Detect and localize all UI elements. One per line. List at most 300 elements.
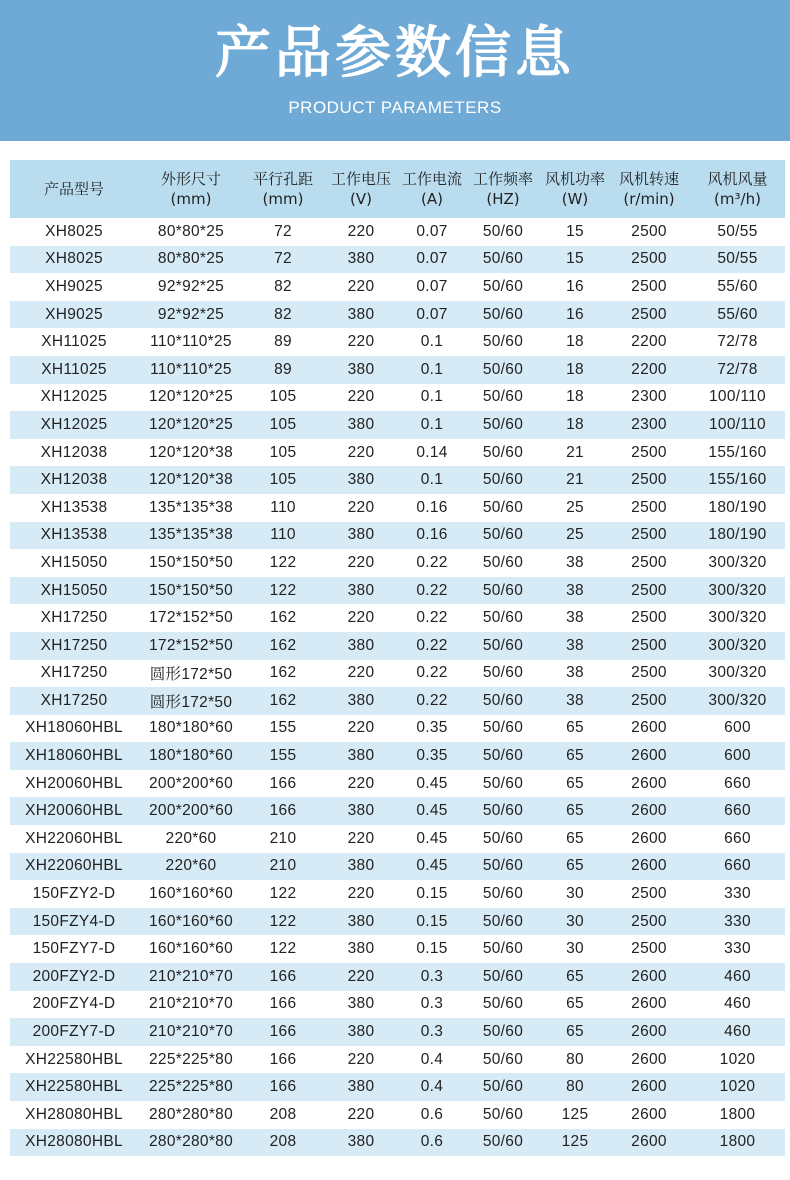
table-cell: 65 xyxy=(566,747,584,765)
table-cell: 50/60 xyxy=(482,1050,524,1068)
table-cell: 50/60 xyxy=(482,691,524,709)
table-cell: 0.22 xyxy=(416,553,448,571)
table-cell: 220 xyxy=(347,829,375,847)
table-cell: XH22580HBL xyxy=(25,1050,123,1068)
table-cell: 150FZY7-D xyxy=(32,940,116,958)
table-cell: 0.07 xyxy=(416,250,448,268)
page-title: 产品参数信息 xyxy=(215,21,575,86)
table-cell: 220 xyxy=(347,553,375,571)
table-cell: 220 xyxy=(347,967,375,985)
table-cell: 600 xyxy=(724,747,751,765)
table-cell: 380 xyxy=(347,995,375,1013)
table-cell: 2600 xyxy=(631,967,667,985)
table-cell: 166 xyxy=(269,774,297,792)
table-cell: XH17250 xyxy=(40,691,108,709)
table-cell: 82 xyxy=(274,305,292,323)
table-cell: 0.6 xyxy=(420,1133,444,1151)
table-cell: 65 xyxy=(566,802,584,820)
table-cell: 150*150*50 xyxy=(148,581,234,599)
table-cell: 2600 xyxy=(631,1105,667,1123)
table-cell: 1020 xyxy=(719,1050,756,1068)
table-cell: 180*180*60 xyxy=(148,747,234,765)
table-cell: XH9025 xyxy=(45,277,103,295)
column-header-name: 风机功率 xyxy=(544,170,605,188)
table-cell: 80 xyxy=(566,1078,584,1096)
table-cell: 2500 xyxy=(631,912,667,930)
table-row xyxy=(10,301,785,329)
table-cell: XH8025 xyxy=(45,222,103,240)
table-cell: 166 xyxy=(269,1050,297,1068)
table-cell: 2600 xyxy=(631,1023,667,1041)
table-cell: 660 xyxy=(724,774,751,792)
table-cell: 1800 xyxy=(719,1133,756,1151)
table-cell: 2500 xyxy=(631,636,667,654)
table-cell: 0.4 xyxy=(420,1050,444,1068)
table-cell: 200FZY2-D xyxy=(32,967,116,985)
table-cell: 160*160*60 xyxy=(148,940,234,958)
column-header-unit: (mm) xyxy=(170,190,212,208)
table-cell: 18 xyxy=(566,388,584,406)
table-row xyxy=(10,1101,785,1129)
table-cell: 160*160*60 xyxy=(148,912,234,930)
table-cell: 2600 xyxy=(631,1133,667,1151)
column-header xyxy=(138,160,244,218)
table-cell: 2600 xyxy=(631,1078,667,1096)
table-cell: 0.1 xyxy=(420,360,444,378)
table-cell: 2600 xyxy=(631,747,667,765)
table-cell: 220 xyxy=(347,1050,375,1068)
table-cell: 0.16 xyxy=(416,526,448,544)
table-cell: 100/110 xyxy=(709,388,766,406)
table-row xyxy=(10,797,785,825)
table-cell: 172*152*50 xyxy=(148,609,234,627)
table-row xyxy=(10,880,785,908)
table-cell: 120*120*38 xyxy=(148,443,234,461)
table-cell: 110 xyxy=(270,498,296,516)
table-row xyxy=(10,770,785,798)
table-cell: 65 xyxy=(566,829,584,847)
table-cell: 380 xyxy=(347,802,375,820)
table-cell: 2200 xyxy=(631,333,667,351)
table-cell: XH22580HBL xyxy=(25,1078,123,1096)
table-cell: 220 xyxy=(347,443,375,461)
table-cell: 0.07 xyxy=(416,222,448,240)
table-cell: 65 xyxy=(566,967,584,985)
table-cell: XH15050 xyxy=(40,553,108,571)
table-cell: 330 xyxy=(724,885,751,903)
table-row xyxy=(10,577,785,605)
table-cell: 50/60 xyxy=(482,940,524,958)
table-cell: XH12025 xyxy=(40,415,108,433)
table-cell: 300/320 xyxy=(708,664,767,682)
table-cell: 55/60 xyxy=(717,277,758,295)
table-cell: 460 xyxy=(724,995,751,1013)
table-cell: 166 xyxy=(269,802,297,820)
table-cell: 30 xyxy=(566,912,584,930)
table-cell: 0.35 xyxy=(416,747,448,765)
table-cell: 0.1 xyxy=(420,333,444,351)
table-cell: 50/60 xyxy=(482,415,524,433)
table-cell: 80 xyxy=(566,1050,584,1068)
table-cell: 50/60 xyxy=(482,277,524,295)
table-row xyxy=(10,715,785,743)
table-cell: 220 xyxy=(347,333,375,351)
table-cell: 2500 xyxy=(631,885,667,903)
table-cell: 0.15 xyxy=(416,885,448,903)
table-cell: 220 xyxy=(347,609,375,627)
table-cell: 150FZY2-D xyxy=(32,885,116,903)
column-header-unit: (r/min) xyxy=(623,190,675,208)
table-cell: 2500 xyxy=(631,609,667,627)
table-cell: 200FZY4-D xyxy=(32,995,116,1013)
table-cell: 220 xyxy=(347,222,375,240)
column-header-name: 工作电流 xyxy=(401,170,462,188)
table-cell: 330 xyxy=(724,912,751,930)
table-cell: 105 xyxy=(269,443,297,461)
table-cell: 110*110*25 xyxy=(150,360,232,378)
table-cell: 65 xyxy=(566,995,584,1013)
table-cell: 2500 xyxy=(631,691,667,709)
column-header-name: 工作频率 xyxy=(472,170,533,188)
table-cell: 2500 xyxy=(631,553,667,571)
column-header xyxy=(690,160,785,218)
table-cell: 280*280*80 xyxy=(148,1133,234,1151)
table-cell: 220 xyxy=(347,774,375,792)
table-cell: 150FZY4-D xyxy=(32,912,116,930)
table-cell: XH17250 xyxy=(40,664,108,682)
table-cell: 135*135*38 xyxy=(148,526,234,544)
table-cell: XH9025 xyxy=(45,305,103,323)
table-cell: 0.22 xyxy=(416,581,448,599)
table-cell: 180*180*60 xyxy=(148,719,234,737)
table-cell: 16 xyxy=(566,277,584,295)
table-cell: XH12038 xyxy=(40,471,108,489)
table-cell: 38 xyxy=(566,609,584,627)
table-cell: 65 xyxy=(566,1023,584,1041)
table-cell: 120*120*38 xyxy=(148,471,234,489)
table-cell: 50/60 xyxy=(482,802,524,820)
table-cell: 38 xyxy=(566,581,584,599)
table-cell: 50/60 xyxy=(482,581,524,599)
table-cell: 15 xyxy=(566,222,584,240)
table-cell: 21 xyxy=(566,471,584,489)
table-cell: 50/60 xyxy=(482,829,524,847)
table-cell: 72/78 xyxy=(717,360,758,378)
table-cell: 120*120*25 xyxy=(148,388,234,406)
table-cell: XH11025 xyxy=(41,360,107,378)
table-cell: 50/60 xyxy=(482,857,524,875)
table-cell: 72/78 xyxy=(717,333,758,351)
table-cell: 0.3 xyxy=(420,967,444,985)
table-cell: 380 xyxy=(347,526,375,544)
table-cell: 65 xyxy=(566,857,584,875)
table-cell: 180/190 xyxy=(708,526,767,544)
table-cell: XH22060HBL xyxy=(25,857,123,875)
table-cell: 50/60 xyxy=(482,1023,524,1041)
table-cell: 166 xyxy=(269,967,297,985)
table-cell: 110*110*25 xyxy=(150,333,232,351)
table-row xyxy=(10,963,785,991)
table-cell: 380 xyxy=(347,360,375,378)
table-cell: XH17250 xyxy=(40,609,108,627)
table-cell: 80*80*25 xyxy=(157,250,225,268)
table-cell: 92*92*25 xyxy=(157,305,225,323)
table-cell: 162 xyxy=(269,636,297,654)
table-row xyxy=(10,246,785,274)
table-cell: 89 xyxy=(274,333,292,351)
table-cell: XH18060HBL xyxy=(25,747,123,765)
table-cell: 300/320 xyxy=(708,581,767,599)
column-header-name: 风机转速 xyxy=(618,170,679,188)
table-cell: 210 xyxy=(269,857,297,875)
page-subtitle: PRODUCT PARAMETERS xyxy=(288,98,502,117)
table-cell: 122 xyxy=(269,581,297,599)
table-cell: 0.4 xyxy=(420,1078,444,1096)
table-cell: 50/60 xyxy=(482,967,524,985)
table-cell: 1020 xyxy=(719,1078,756,1096)
table-row xyxy=(10,742,785,770)
table-cell: 220 xyxy=(347,1105,375,1123)
table-cell: 50/60 xyxy=(482,222,524,240)
table-cell: 166 xyxy=(269,1078,297,1096)
table-cell: 50/60 xyxy=(482,609,524,627)
table-cell: 280*280*80 xyxy=(148,1105,234,1123)
table-cell: 122 xyxy=(269,940,297,958)
table-cell: 72 xyxy=(274,250,292,268)
table-cell: 2600 xyxy=(631,802,667,820)
table-cell: 380 xyxy=(347,581,375,599)
table-cell: 220*60 xyxy=(165,857,217,875)
table-cell: 0.1 xyxy=(420,415,444,433)
table-cell: 0.07 xyxy=(416,305,448,323)
column-header xyxy=(608,160,690,218)
table-cell: 380 xyxy=(347,1023,375,1041)
table-cell: 50/60 xyxy=(482,912,524,930)
table-cell: 2500 xyxy=(631,250,667,268)
table-row xyxy=(10,384,785,412)
table-cell: 380 xyxy=(347,940,375,958)
table-row xyxy=(10,1018,785,1046)
table-row xyxy=(10,632,785,660)
table-cell: 460 xyxy=(724,1023,751,1041)
table-cell: 55/60 xyxy=(717,305,758,323)
table-cell: 135*135*38 xyxy=(148,498,234,516)
table-cell: 600 xyxy=(724,719,751,737)
table-cell: 200*200*60 xyxy=(148,774,234,792)
table-cell: 50/60 xyxy=(482,747,524,765)
table-cell: 50/60 xyxy=(482,719,524,737)
table-cell: 220 xyxy=(347,388,375,406)
table-cell: 208 xyxy=(269,1105,297,1123)
table-cell: 225*225*80 xyxy=(148,1050,234,1068)
table-cell: 50/60 xyxy=(482,1105,524,1123)
table-cell: 122 xyxy=(269,885,297,903)
table-cell: 89 xyxy=(274,360,292,378)
table-row xyxy=(10,522,785,550)
table-cell: 155/160 xyxy=(708,471,767,489)
table-cell: 50/60 xyxy=(482,443,524,461)
table-row xyxy=(10,356,785,384)
table-cell: 0.3 xyxy=(420,995,444,1013)
table-cell: 220 xyxy=(347,498,375,516)
table-row xyxy=(10,853,785,881)
table-cell: 380 xyxy=(347,250,375,268)
table-cell: 2300 xyxy=(631,388,667,406)
table-cell: 0.35 xyxy=(416,719,448,737)
table-cell: XH12025 xyxy=(40,388,108,406)
table-cell: 110 xyxy=(270,526,296,544)
table-cell: 0.22 xyxy=(416,636,448,654)
column-header xyxy=(244,160,322,218)
table-cell: 0.45 xyxy=(416,802,448,820)
table-cell: 150*150*50 xyxy=(148,553,234,571)
table-row xyxy=(10,825,785,853)
table-cell: 166 xyxy=(269,1023,297,1041)
column-header-unit: (mm) xyxy=(262,190,304,208)
table-row xyxy=(10,494,785,522)
table-cell: 380 xyxy=(347,636,375,654)
column-header xyxy=(10,160,138,218)
table-cell: 380 xyxy=(347,305,375,323)
table-cell: 0.45 xyxy=(416,829,448,847)
table-cell: 16 xyxy=(566,305,584,323)
table-cell: 2500 xyxy=(631,498,667,516)
column-header xyxy=(322,160,400,218)
table-cell: 0.45 xyxy=(416,774,448,792)
table-cell: 0.6 xyxy=(420,1105,444,1123)
table-cell: 65 xyxy=(566,719,584,737)
table-cell: 105 xyxy=(269,388,297,406)
table-cell: 30 xyxy=(566,885,584,903)
table-cell: 38 xyxy=(566,664,584,682)
page-header xyxy=(0,0,790,141)
table-cell: 380 xyxy=(347,415,375,433)
table-cell: XH12038 xyxy=(40,443,108,461)
table-cell: 2600 xyxy=(631,774,667,792)
table-cell: 30 xyxy=(566,940,584,958)
table-cell: 0.45 xyxy=(416,857,448,875)
table-cell: 50/60 xyxy=(482,774,524,792)
table-cell: 155/160 xyxy=(708,443,767,461)
table-cell: 2600 xyxy=(631,1050,667,1068)
table-cell: XH28080HBL xyxy=(25,1133,123,1151)
table-cell: 2600 xyxy=(631,719,667,737)
table-cell: 200FZY7-D xyxy=(32,1023,116,1041)
table-cell: 2600 xyxy=(631,857,667,875)
table-cell: 380 xyxy=(347,747,375,765)
table-cell: XH13538 xyxy=(40,498,108,516)
table-header-row xyxy=(10,160,785,218)
table-cell: 210*210*70 xyxy=(148,967,234,985)
table-row xyxy=(10,328,785,356)
table-cell: 18 xyxy=(566,415,584,433)
table-cell: 220 xyxy=(347,885,375,903)
table-cell: 155 xyxy=(269,719,297,737)
table-cell: 2200 xyxy=(631,360,667,378)
table-cell: 0.16 xyxy=(416,498,448,516)
table-cell: 50/60 xyxy=(482,1078,524,1096)
table-cell: 172*152*50 xyxy=(148,636,234,654)
table-cell: 80*80*25 xyxy=(157,222,225,240)
table-cell: 380 xyxy=(347,691,375,709)
table-body xyxy=(10,218,785,1156)
table-cell: 0.1 xyxy=(420,471,444,489)
table-cell: 380 xyxy=(347,1133,375,1151)
table-cell: 380 xyxy=(347,857,375,875)
table-row xyxy=(10,549,785,577)
column-header xyxy=(542,160,608,218)
table-cell: 50/55 xyxy=(717,222,758,240)
table-cell: 0.22 xyxy=(416,664,448,682)
column-header-name: 风机风量 xyxy=(707,170,768,188)
table-cell: 2500 xyxy=(631,940,667,958)
table-cell: 460 xyxy=(724,967,751,985)
table-cell: 50/60 xyxy=(482,388,524,406)
table-row xyxy=(10,1046,785,1074)
table-row xyxy=(10,660,785,688)
table-cell: 2500 xyxy=(631,222,667,240)
table-cell: 0.15 xyxy=(416,940,448,958)
table-cell: 660 xyxy=(724,857,751,875)
table-cell: 155 xyxy=(269,747,297,765)
table-cell: 21 xyxy=(566,443,584,461)
parameters-table xyxy=(10,160,785,1156)
table-row xyxy=(10,935,785,963)
table-cell: 50/60 xyxy=(482,526,524,544)
table-cell: XH18060HBL xyxy=(25,719,123,737)
table-cell: 38 xyxy=(566,636,584,654)
table-cell: 50/60 xyxy=(482,498,524,516)
table-row xyxy=(10,411,785,439)
table-cell: 50/60 xyxy=(482,995,524,1013)
table-cell: 125 xyxy=(561,1105,589,1123)
table-cell: 208 xyxy=(269,1133,297,1151)
table-cell: XH8025 xyxy=(45,250,103,268)
table-cell: 2500 xyxy=(631,471,667,489)
table-cell: 300/320 xyxy=(708,609,767,627)
table-cell: 38 xyxy=(566,553,584,571)
table-row xyxy=(10,991,785,1019)
table-cell: 50/60 xyxy=(482,305,524,323)
table-cell: 18 xyxy=(566,360,584,378)
table-cell: 15 xyxy=(566,250,584,268)
column-header-unit: (A) xyxy=(421,190,443,208)
table-cell: 162 xyxy=(269,664,297,682)
column-header xyxy=(464,160,542,218)
table-cell: 122 xyxy=(269,553,297,571)
table-row xyxy=(10,439,785,467)
table-cell: 210*210*70 xyxy=(148,995,234,1013)
table-cell: 300/320 xyxy=(708,553,767,571)
table-cell: 160*160*60 xyxy=(148,885,234,903)
table-cell: 50/60 xyxy=(482,636,524,654)
column-header-unit: (V) xyxy=(350,190,372,208)
table-cell: 660 xyxy=(724,829,751,847)
table-cell: 125 xyxy=(561,1133,589,1151)
table-cell: 18 xyxy=(566,333,584,351)
table-cell: XH17250 xyxy=(40,636,108,654)
parameters-table-container xyxy=(10,160,785,1156)
table-cell: 122 xyxy=(269,912,297,930)
table-cell: 50/60 xyxy=(482,1133,524,1151)
table-cell: 380 xyxy=(347,471,375,489)
table-cell: 50/60 xyxy=(482,664,524,682)
table-cell: 660 xyxy=(724,802,751,820)
table-cell: 166 xyxy=(269,995,297,1013)
table-cell: 0.1 xyxy=(420,388,444,406)
table-cell: XH20060HBL xyxy=(25,802,123,820)
table-cell: 0.3 xyxy=(420,1023,444,1041)
